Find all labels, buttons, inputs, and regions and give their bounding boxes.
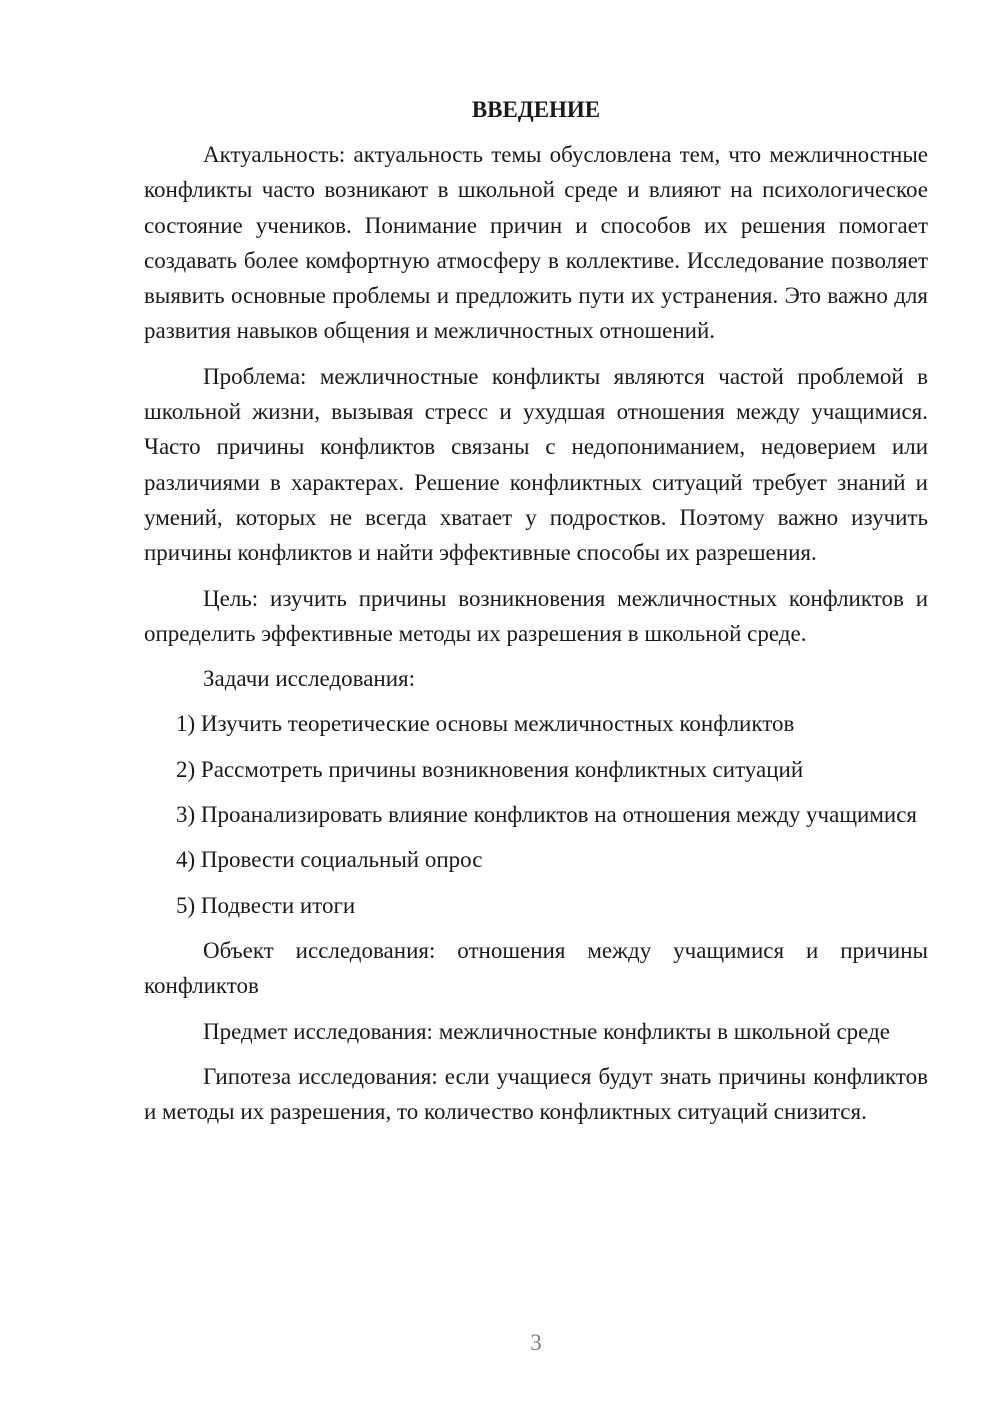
page-number: 3 xyxy=(530,1330,542,1355)
task-item-5: 5) Подвести итоги xyxy=(176,892,356,918)
paragraph-subject: Предмет исследования: межличностные конфликты в школьной среде xyxy=(203,1018,891,1044)
paragraph-tasks-heading: Задачи исследования: xyxy=(203,666,416,692)
paragraph-hypothesis: Гипотеза исследования: если учащиеся будут знать причины конфликтов и методы их разрешения, то количество конфликтных ситуаций снизится. xyxy=(144,1063,928,1125)
section-title: ВВЕДЕНИЕ xyxy=(471,97,601,122)
document-page xyxy=(144,92,928,1139)
paragraph-goal: Цель: изучить причины возникновения межличностных конфликтов и определить эффективные методы их разрешения в школьной среде. xyxy=(144,585,928,646)
task-item-4: 4) Провести социальный опрос xyxy=(176,847,483,873)
paragraph-problem: Проблема: межличностные конфликты являются частой проблемой в школьной жизни, вызывая стресс и ухудшая отношения между учащимися. Часто причины конфликтов связаны с недопониманием, недоверием или различиями в характерах. Решение конфликтных ситуаций требует знаний и умений, которых не всегда хватает у подростков. Поэтому важно изучить причины конфликтов и найти эффективные способы их разрешения. xyxy=(144,363,928,566)
paragraph-object: Объект исследования: отношения между учащимися и причины конфликтов xyxy=(144,937,928,999)
task-item-3: 3) Проанализировать влияние конфликтов на отношения между учащимися xyxy=(176,802,917,828)
paragraph-relevance: Актуальность: актуальность темы обусловлена тем, что межличностные конфликты часто возникают в школьной среде и влияют на психологическое состояние учеников. Понимание причин и способов их решения помогает создавать более комфортную атмосферу в коллективе. Исследование позволяет выявить основные проблемы и предложить пути их устранения. Это важно для развития навыков общения и межличностных отношений. xyxy=(144,142,928,344)
task-item-2: 2) Рассмотреть причины возникновения конфликтных ситуаций xyxy=(176,756,804,782)
task-item-1: 1) Изучить теоретические основы межличностных конфликтов xyxy=(176,711,795,737)
